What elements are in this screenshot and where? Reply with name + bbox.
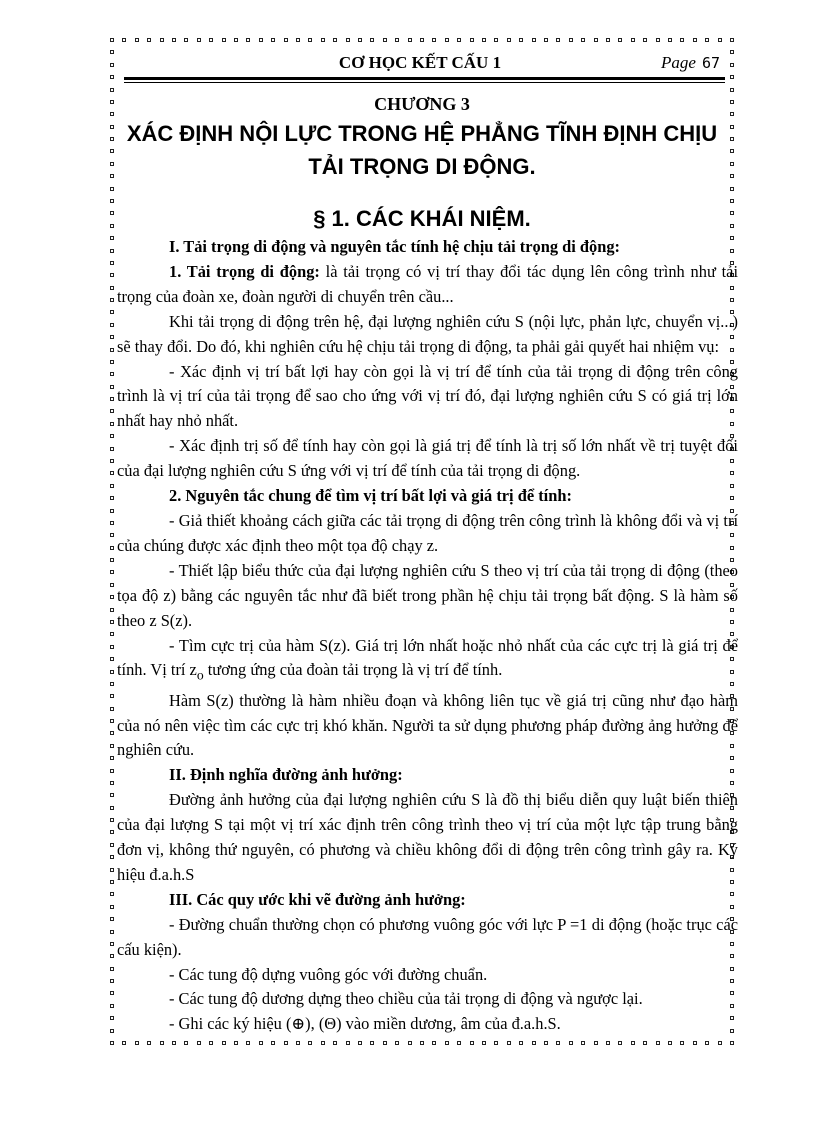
border-square [457,1041,461,1045]
border-square [110,657,114,661]
border-square [544,1041,548,1045]
border-square [110,447,114,451]
border-square [532,38,536,42]
paragraph-3: - Xác định vị trí bất lợi hay còn gọi là vị trí để tính của tải trọng di động trên công trình là vị trí của tải trọng để sao cho ứng với vị trí đó, đại lượng nghiên cứu S có giá trị lớn nhất hay nhỏ nhất. [117,361,738,431]
border-square [110,75,114,79]
border-square [110,583,114,587]
border-square [643,38,647,42]
border-square [457,38,461,42]
border-square [420,38,424,42]
border-square [569,38,573,42]
border-square [110,310,114,314]
border-square [110,830,114,834]
border-square [135,38,139,42]
border-square [432,1041,436,1045]
border-square [556,1041,560,1045]
paragraph-1-text: là tải trọng có vị trí thay đổi tác dụng lên công trình như tải trọng của đoàn xe, đoàn người di chuyển trên cầu... [117,261,739,306]
border-square [110,335,114,339]
border-square [680,38,684,42]
border-square [259,38,263,42]
border-square [197,38,201,42]
border-square [122,1041,126,1045]
border-square [110,731,114,735]
border-square [718,38,722,42]
border-square [730,38,734,42]
border-square [730,75,734,79]
heading-2: 2. Nguyên tắc chung để tìm vị trí bất lợi và giá trị để tính: [169,486,572,506]
border-square [246,1041,250,1045]
border-square [705,1041,709,1045]
border-square [110,187,114,191]
border-square [110,88,114,92]
border-square [135,1041,139,1045]
border-square [110,558,114,562]
border-square [581,1041,585,1045]
paragraph-4: - Xác định trị số để tính hay còn gọi là giá trị để tính là trị số lớn nhất về trị tuyệt đối của đại lượng nghiên cứu S ứng với vị trí để tính của tải trọng di động. [117,436,738,481]
border-square [110,905,114,909]
border-square [160,1041,164,1045]
border-square [110,632,114,636]
border-square [383,1041,387,1045]
border-square [222,38,226,42]
border-square [346,38,350,42]
border-square [110,261,114,265]
border-square [160,38,164,42]
border-square [110,397,114,401]
border-square [110,707,114,711]
border-square [333,1041,337,1045]
border-square [308,38,312,42]
body-text [117,235,738,1037]
border-square [110,979,114,983]
border-square [110,249,114,253]
border-square [271,38,275,42]
paragraph-2: Khi tải trọng di động trên hệ, đại lượng nghiên cứu S (nội lực, phản lực, chuyển vị...) sẽ thay đổi. Do đó, khi nghiên cứu hệ chịu tải trọng di động, ta phải gải quyết hai nhiệm vụ: [117,311,738,356]
border-square [643,1041,647,1045]
border-square [110,348,114,352]
border-square [110,930,114,934]
border-square [110,917,114,921]
border-square [110,880,114,884]
border-square [110,273,114,277]
border-square [110,781,114,785]
border-square [408,1041,412,1045]
border-square [110,50,114,54]
border-square [296,1041,300,1045]
paragraph-12: - Các tung độ dương dựng theo chiều của tải trọng di động và ngược lại. [169,989,643,1009]
border-square [370,1041,374,1045]
border-square [618,1041,622,1045]
chapter-title-line1: XÁC ĐỊNH NỘI LỰC TRONG HỆ PHẲNG TĨNH ĐỊNH CHỊU [126,121,718,146]
border-square [110,719,114,723]
border-square [507,1041,511,1045]
heading-3: II. Định nghĩa đường ảnh hưởng: [169,765,403,785]
border-square [110,521,114,525]
border-square [110,385,114,389]
border-square [110,570,114,574]
border-square [432,38,436,42]
border-square [110,892,114,896]
border-square [172,1041,176,1045]
border-square [184,38,188,42]
border-square [110,620,114,624]
border-square [656,1041,660,1045]
header-rule-thin [124,82,725,83]
border-square [209,38,213,42]
border-square [110,1016,114,1020]
border-square [358,38,362,42]
paragraph-7: - Tìm cực trị của hàm S(z). Giá trị lớn nhất hoặc nhỏ nhất của các cực trị là giá trị để tính. Vị trí $z_o$ tương ứng của đoàn tải trọng là vị trí để tính. [117,635,738,683]
border-square [110,744,114,748]
border-square [730,1041,734,1045]
border-square [110,496,114,500]
border-square [606,1041,610,1045]
border-square [705,38,709,42]
page-word: Page [661,53,696,72]
border-square [606,38,610,42]
border-square [110,942,114,946]
page-number: 67 [701,54,720,72]
border-square [519,38,523,42]
paragraph-5: - Giả thiết khoảng cách giữa các tải trọng di động trên công trình là không đổi và vị trí của chúng được xác định theo một tọa độ chạy z. [117,510,738,555]
border-square [110,38,114,42]
border-square [110,199,114,203]
border-square [110,868,114,872]
border-square [494,1041,498,1045]
paragraph-1-lead: 1. Tải trọng di động: [169,261,320,281]
border-square [321,1041,325,1045]
border-square [110,1041,114,1045]
border-square [110,286,114,290]
border-square [110,793,114,797]
border-square [110,806,114,810]
border-square [110,434,114,438]
border-square [110,409,114,413]
paragraph-11: - Các tung độ dựng vuông góc với đường chuẩn. [169,964,488,984]
border-square [308,1041,312,1045]
border-square [110,509,114,513]
subscript-o: o [196,667,204,683]
paragraph-13: - Ghi các ký hiệu (⊕), (Θ) vào miền dương, âm của đ.a.h.S. [169,1014,561,1034]
border-square [184,1041,188,1045]
chapter-number: CHƯƠNG 3 [374,94,470,114]
border-square [110,1029,114,1033]
border-square [556,38,560,42]
border-square [147,38,151,42]
border-square [730,88,734,92]
border-square [222,1041,226,1045]
border-square [370,38,374,42]
border-square [730,199,734,203]
border-square [234,1041,238,1045]
border-square [470,38,474,42]
border-square [110,595,114,599]
border-square [544,38,548,42]
border-square [172,38,176,42]
border-square [110,422,114,426]
border-square [110,236,114,240]
chapter-title [112,117,732,183]
border-square [631,1041,635,1045]
border-square [110,608,114,612]
paragraph-10: - Đường chuẩn thường chọn có phương vuông góc với lực P =1 di động (hoặc trục các cấu kiện). [117,914,738,959]
border-square [656,38,660,42]
border-square [730,63,734,67]
border-square [420,1041,424,1045]
border-square [234,38,238,42]
border-square [594,1041,598,1045]
paragraph-8: Hàm S(z) thường là hàm nhiều đoạn và không liên tục về giá trị cũng như đạo hàm của nó nên việc tìm các cực trị khó khăn. Người ta sử dụng phương pháp đường ảng hưởng để nghiên cứu. [117,690,738,760]
border-square [110,694,114,698]
header-title: CƠ HỌC KẾT CẤU 1 [338,53,502,72]
border-square [284,1041,288,1045]
border-square [147,1041,151,1045]
border-square [730,50,734,54]
border-square [246,38,250,42]
border-square [470,1041,474,1045]
border-square [445,38,449,42]
border-square [110,818,114,822]
border-square [110,1004,114,1008]
border-square [333,38,337,42]
border-square [110,843,114,847]
border-square [693,1041,697,1045]
border-square [110,546,114,550]
border-square [408,38,412,42]
border-square [395,38,399,42]
border-square [693,38,697,42]
page-header [120,50,720,76]
border-square [110,682,114,686]
border-square [346,1041,350,1045]
border-square [358,1041,362,1045]
border-square [321,38,325,42]
border-square [110,670,114,674]
border-square [110,63,114,67]
border-square [482,38,486,42]
border-square [631,38,635,42]
border-square [519,1041,523,1045]
border-square [718,1041,722,1045]
border-square [296,38,300,42]
border-square [110,756,114,760]
border-square [680,1041,684,1045]
border-square [110,991,114,995]
border-square [594,38,598,42]
border-square [110,298,114,302]
border-square [730,187,734,191]
border-square [668,1041,672,1045]
border-square [197,1041,201,1045]
paragraph-6: - Thiết lập biểu thức của đại lượng nghiên cứu S theo vị trí của tải trọng di động (theo tọa độ z) bằng các nguyên tắc như đã biết trong phần hệ chịu tải trọng bất động. S là hàm số theo z S(z). [117,560,738,630]
border-square [110,967,114,971]
border-square [110,323,114,327]
border-square [110,459,114,463]
border-square [122,38,126,42]
border-square [259,1041,263,1045]
border-square [284,38,288,42]
border-square [271,1041,275,1045]
border-square [618,38,622,42]
border-square [110,360,114,364]
paragraph-1 [117,260,738,310]
border-square [110,769,114,773]
border-square [532,1041,536,1045]
border-square [507,38,511,42]
border-square [494,38,498,42]
border-square [110,855,114,859]
border-square [581,38,585,42]
heading-1: I. Tải trọng di động và nguyên tắc tính hệ chịu tải trọng di động: [169,237,620,256]
header-rule-thick [124,77,725,80]
chapter-title-line2: TẢI TRỌNG DI ĐỘNG. [308,154,536,179]
border-square [110,471,114,475]
border-square [668,38,672,42]
border-square [209,1041,213,1045]
page-number-label [661,53,720,73]
border-square [482,1041,486,1045]
border-square [395,1041,399,1045]
heading-4: III. Các quy ước khi vẽ đường ảnh hưởng: [169,889,466,909]
border-square [383,38,387,42]
border-square [110,372,114,376]
section-title: § 1. CÁC KHÁI NIỆM. [313,206,531,231]
border-square [445,1041,449,1045]
border-square [110,533,114,537]
border-square [110,645,114,649]
border-square [569,1041,573,1045]
border-square [110,484,114,488]
paragraph-9: Đường ảnh hưởng của đại lượng nghiên cứu S là đồ thị biểu diễn quy luật biến thiên của đại lượng S tại một vị trí xác định trên công trình theo vị trí của một lực tập trung bằng đơn vị, không thứ nguyên, có phương và chiều không đổi di động trên công trình gây ra. Ký hiệu đ.a.h.S [117,790,738,884]
border-square [110,954,114,958]
